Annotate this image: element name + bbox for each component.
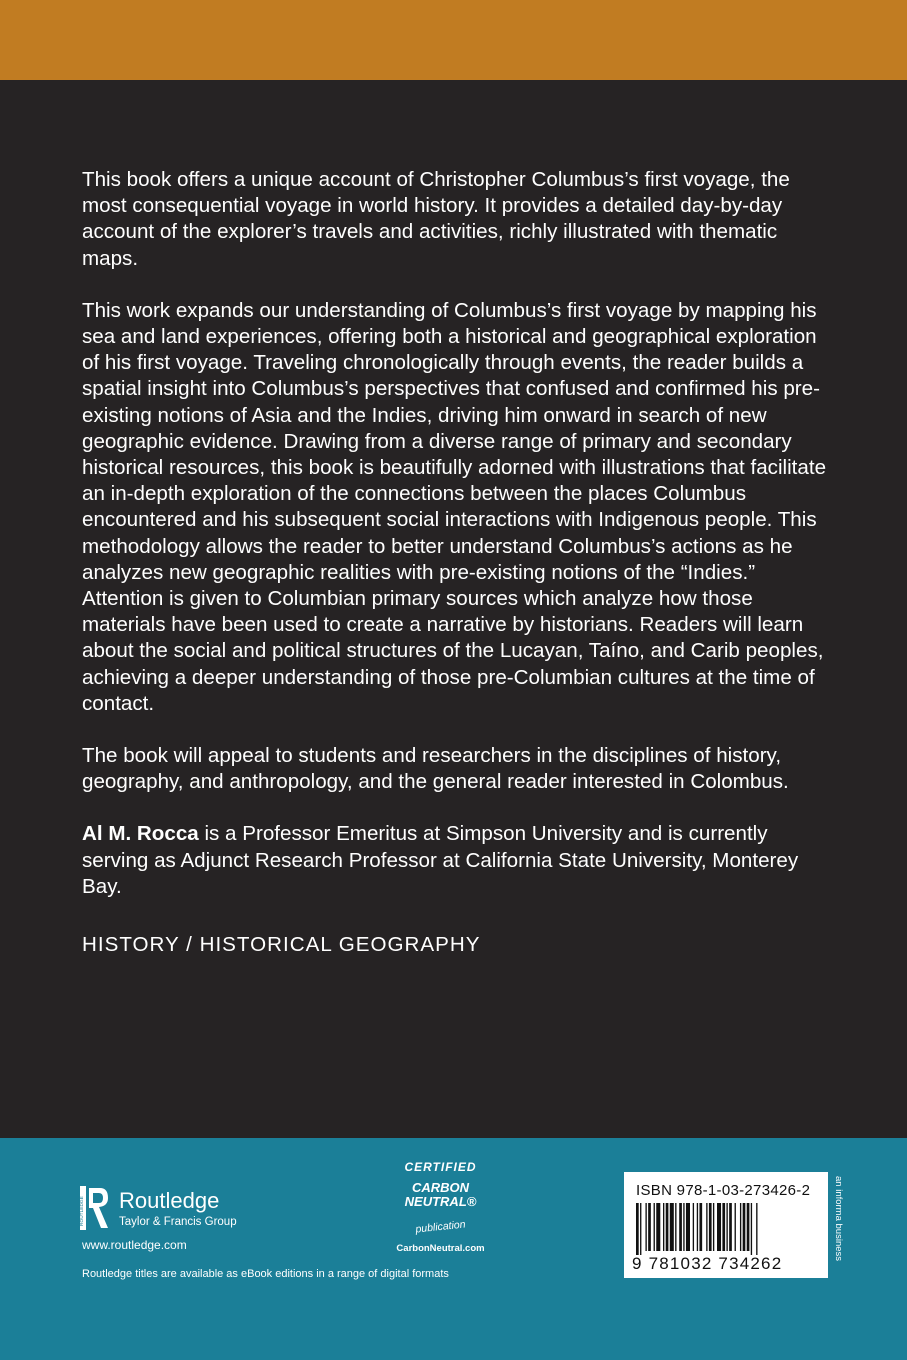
barcode-bar xyxy=(722,1203,725,1251)
barcode-bar xyxy=(709,1203,712,1251)
author-bio-text: is a Professor Emeritus at Simpson University and is currently serving as Adjunct Research Professor at California State University, Monterey Bay. xyxy=(82,822,799,898)
barcode-bars xyxy=(636,1203,818,1255)
barcode-bar xyxy=(726,1203,727,1251)
barcode-bar xyxy=(654,1203,655,1251)
barcode-bar xyxy=(648,1203,651,1251)
barcode-bar xyxy=(645,1203,646,1251)
isbn-label: ISBN 978-1-03-273426-2 xyxy=(636,1182,811,1199)
barcode-bar xyxy=(679,1203,682,1251)
description-paragraph-1: This book offers a unique account of Christopher Columbus’s first voyage, the most consequential voyage in world history. It provides a detailed day-by-day account of the explorer’s travels and activities, richly illustrated with thematic maps. xyxy=(82,168,790,270)
publisher-group: Taylor & Francis Group xyxy=(119,1216,237,1228)
barcode-bar xyxy=(756,1203,757,1255)
top-color-band xyxy=(0,0,907,80)
routledge-logo-icon xyxy=(80,1186,110,1230)
carbon-neutral-carbon: CARBON xyxy=(411,1180,470,1195)
barcode-bar xyxy=(663,1203,664,1251)
barcode-bar xyxy=(717,1203,721,1251)
barcode-bar xyxy=(751,1203,752,1255)
barcode-bar xyxy=(670,1203,674,1251)
author-bio xyxy=(82,821,838,900)
description-block xyxy=(82,167,838,984)
ebook-note: Routledge titles are available as eBook editions in a range of digital formats xyxy=(82,1268,449,1280)
isbn-barcode xyxy=(624,1172,828,1278)
isbn-digits: 9 781032 734262 xyxy=(632,1254,783,1273)
barcode-bar xyxy=(743,1203,746,1251)
barcode-bar xyxy=(706,1203,707,1251)
publisher-name: Routledge xyxy=(119,1188,220,1213)
publisher-url: www.routledge.com xyxy=(82,1238,187,1252)
barcode-bar xyxy=(713,1203,714,1251)
barcode-bar xyxy=(697,1203,698,1251)
routledge-logo-text: ROUTLEDGE xyxy=(80,1196,85,1226)
carbon-neutral-certified: CERTIFIED xyxy=(404,1160,477,1174)
barcode-bar xyxy=(636,1203,639,1255)
barcode-bar xyxy=(693,1203,694,1251)
barcode-bar xyxy=(666,1203,669,1251)
carbon-neutral-badge xyxy=(388,1150,493,1260)
subject-category: HISTORY / HISTORICAL GEOGRAPHY xyxy=(82,933,481,957)
barcode-bar xyxy=(740,1203,741,1251)
barcode-bar xyxy=(747,1203,750,1251)
barcode-bar xyxy=(683,1203,684,1251)
informa-business-text: an informa business xyxy=(833,1176,844,1262)
description-paragraph-2: This work expands our understanding of Columbus’s first voyage by mapping his sea and land experiences, offering both a historical and geographical exploration of his first voyage. Traveling chronologically through events, the reader builds a spatial insight into Columbus’s perspectives that confused and confirmed his pre-existing notions of Asia and the Indies, driving him onward in search of new geographic evidence. Drawing from a diverse range of primary and secondary historical resources, this book is beautifully adorned with illustrations that facilitate an in-depth exploration of the connections between the places Columbus encountered and his subsequent social interactions with Indigenous people. This methodology allows the reader to better understand Columbus’s actions as he analyzes new geographic realities with pre-existing notions of the “Indies.” Attention is given to Columbian primary sources which analyze how those materials have been used to create a narrative by historians. Readers will learn about the social and political structures of the Lucayan, Taíno, and Carib peoples, achieving a deeper understanding of those pre-Columbian cultures at the time of contact. xyxy=(82,298,827,715)
carbon-neutral-url: CarbonNeutral.com xyxy=(396,1243,485,1254)
barcode-bar xyxy=(675,1203,676,1251)
barcode-bar xyxy=(656,1203,660,1251)
carbon-neutral-neutral: NEUTRAL® xyxy=(404,1194,477,1209)
barcode-bar xyxy=(699,1203,702,1251)
barcode-bar xyxy=(640,1203,641,1255)
description-paragraph-3: The book will appeal to students and researchers in the disciplines of history, geography, and anthropology, and the general reader interested in Colombus. xyxy=(82,744,789,794)
author-name: Al M. Rocca xyxy=(82,822,199,846)
barcode-bar xyxy=(686,1203,690,1251)
carbon-neutral-publication: publication xyxy=(414,1218,467,1236)
barcode-bar xyxy=(729,1203,732,1251)
barcode-bar xyxy=(735,1203,736,1251)
